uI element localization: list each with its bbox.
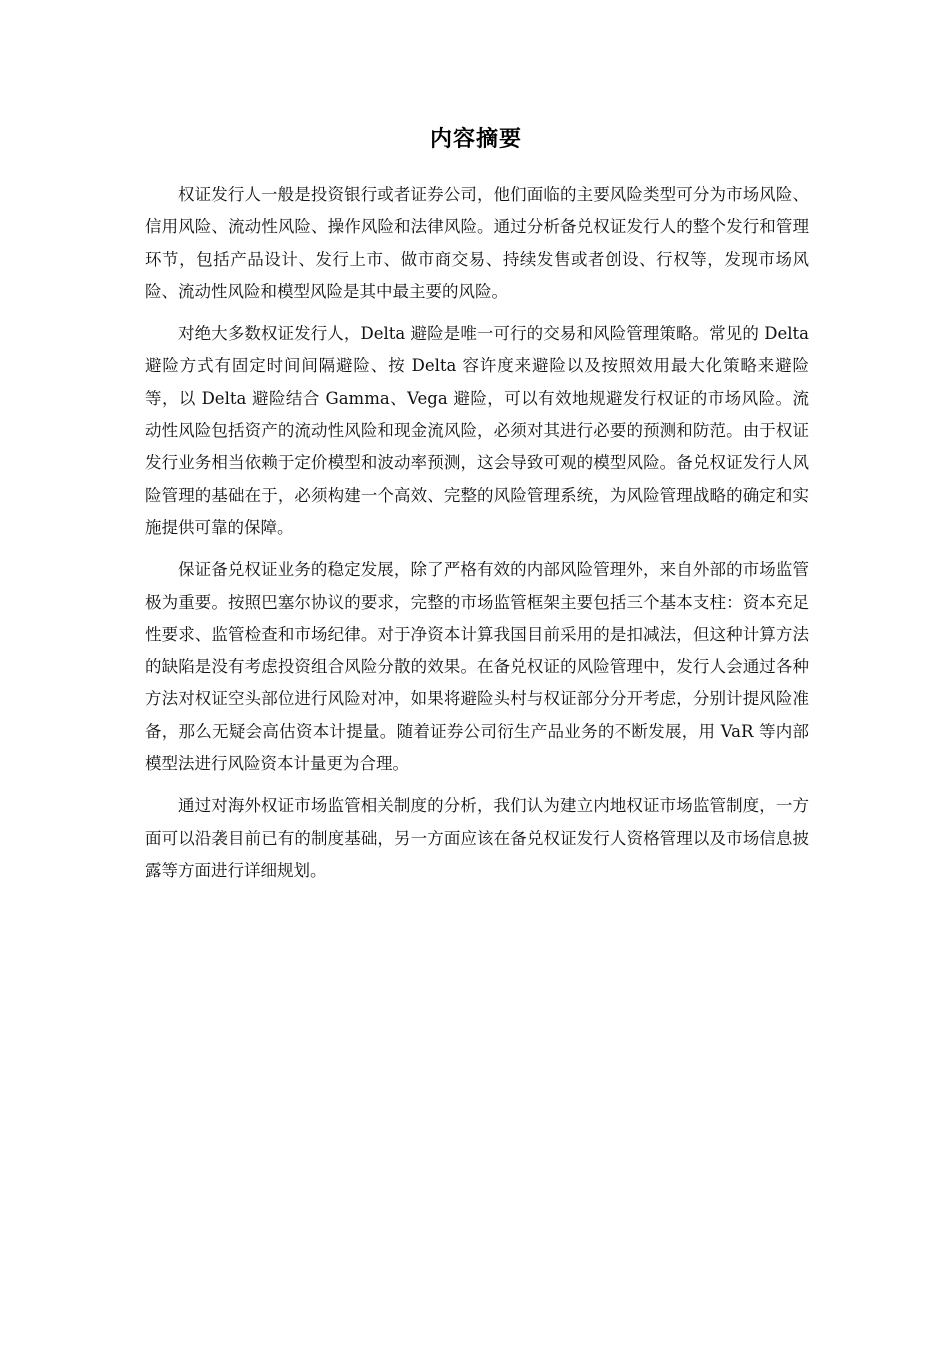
paragraph-2: 对绝大多数权证发行人，Delta 避险是唯一可行的交易和风险管理策略。常见的 Delta 避险方式有固定时间间隔避险、按 Delta 容许度来避险以及按照效用最大化策略来避险等，以 Delta 避险结合 Gamma、Vega 避险，可以有效地规避发行权证的市场风险。流动性风险包括资产的流动性风险和现金流风险，必须对其进行必要的预测和防范。由于权证发行业务相当依赖于定价模型和波动率预测，这会导致可观的模型风险。备兑权证发行人风险管理的基础在于，必须构建一个高效、完整的风险管理系统，为风险管理战略的确定和实施提供可靠的保障。 xyxy=(145,324,809,537)
paragraph-3: 保证备兑权证业务的稳定发展，除了严格有效的内部风险管理外，来自外部的市场监管极为重要。按照巴塞尔协议的要求，完整的市场监管框架主要包括三个基本支柱：资本充足性要求、监管检查和市场纪律。对于净资本计算我国目前采用的是扣减法，但这种计算方法的缺陷是没有考虑投资组合风险分散的效果。在备兑权证的风险管理中，发行人会通过各种方法对权证空头部位进行风险对冲，如果将避险头村与权证部分分开考虑，分别计提风险准备，那么无疑会高估资本计提量。随着证券公司衍生产品业务的不断发展，用 VaR 等内部模型法进行风险资本计量更为合理。 xyxy=(145,560,809,774)
paragraph-4: 通过对海外权证市场监管相关制度的分析，我们认为建立内地权证市场监管制度，一方面可以沿袭目前已有的制度基础，另一方面应该在备兑权证发行人资格管理以及市场信息披露等方面进行详细规划。 xyxy=(145,796,809,880)
paragraph-1: 权证发行人一般是投资银行或者证券公司，他们面临的主要风险类型可分为市场风险、信用风险、流动性风险、操作风险和法律风险。通过分析备兑权证发行人的整个发行和管理环节，包括产品设计、发行上市、做市商交易、持续发售或者创设、行权等，发现市场风险、流动性风险和模型风险是其中最主要的风险。 xyxy=(145,185,809,301)
abstract-body xyxy=(145,179,809,897)
page-title: 内容摘要 xyxy=(429,127,522,152)
